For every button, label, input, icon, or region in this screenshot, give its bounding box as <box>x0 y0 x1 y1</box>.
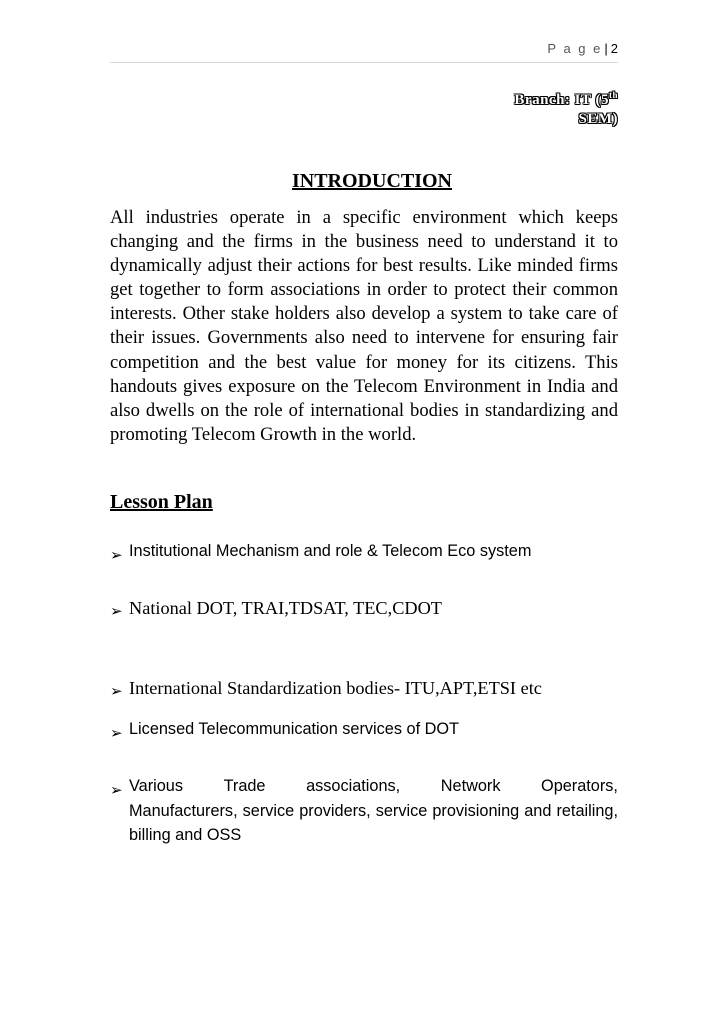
lesson-item <box>110 676 618 700</box>
lesson-item <box>110 717 618 742</box>
branch-line-2: SEM) <box>578 111 618 127</box>
arrowhead-bullet-icon: ➢ <box>110 602 123 620</box>
page-label: P a g e <box>547 41 603 56</box>
introduction-heading-text: INTRODUCTION <box>291 170 453 192</box>
branch-superscript: th <box>608 90 618 100</box>
arrowhead-bullet-icon: ➢ <box>110 682 123 700</box>
lesson-item-text <box>129 774 618 848</box>
header-page-number <box>547 41 618 56</box>
introduction-heading <box>110 170 618 193</box>
lesson-item <box>110 774 618 848</box>
branch-line-1-text: Branch: IT (5 <box>514 92 609 108</box>
lesson-item-word: Trade <box>223 777 266 795</box>
lesson-item <box>110 539 618 564</box>
lesson-item-word: Various <box>129 777 183 795</box>
branch-line-1 <box>458 91 618 110</box>
page-separator: | <box>604 41 608 56</box>
lesson-item-word: Operators, <box>541 777 618 795</box>
arrowhead-bullet-icon: ➢ <box>110 781 123 799</box>
introduction-paragraph: All industries operate in a specific environment which keeps changing and the firms in the business need to understand it to dynamically adjust their actions for best results. Like minded firms get together to form associations in order to protect their common interests. Other stake holders also develop a system to take care of their issues. Governments also need to intervene for ensuring fair competition and the best value for money for its citizens. This handouts gives exposure on the Telecom Environment in India and also dwells on the role of international bodies in standardizing and promoting Telecom Growth in the world. <box>110 207 618 445</box>
header-rule <box>110 62 618 63</box>
lesson-item-text: International Standardization bodies- ITU,APT,ETSI etc <box>129 678 542 698</box>
lesson-item-text: Licensed Telecommunication services of DOT <box>129 720 459 738</box>
lesson-item-text: Institutional Mechanism and role & Telecom Eco system <box>129 542 532 560</box>
lesson-plan-heading: Lesson Plan <box>110 491 213 513</box>
lesson-item-text: National DOT, TRAI,TDSAT, TEC,CDOT <box>129 598 442 618</box>
arrowhead-bullet-icon: ➢ <box>110 546 123 564</box>
lesson-item-word: Network <box>440 777 501 795</box>
lesson-item <box>110 596 618 620</box>
lesson-item-first-line <box>129 774 618 799</box>
lesson-item-continuation: Manufacturers, service providers, service provisioning and retailing, billing and OSS <box>129 801 618 845</box>
branch-label <box>458 91 618 129</box>
lesson-item-word: associations, <box>306 777 401 795</box>
arrowhead-bullet-icon: ➢ <box>110 724 123 742</box>
page-number-value: 2 <box>610 41 618 56</box>
